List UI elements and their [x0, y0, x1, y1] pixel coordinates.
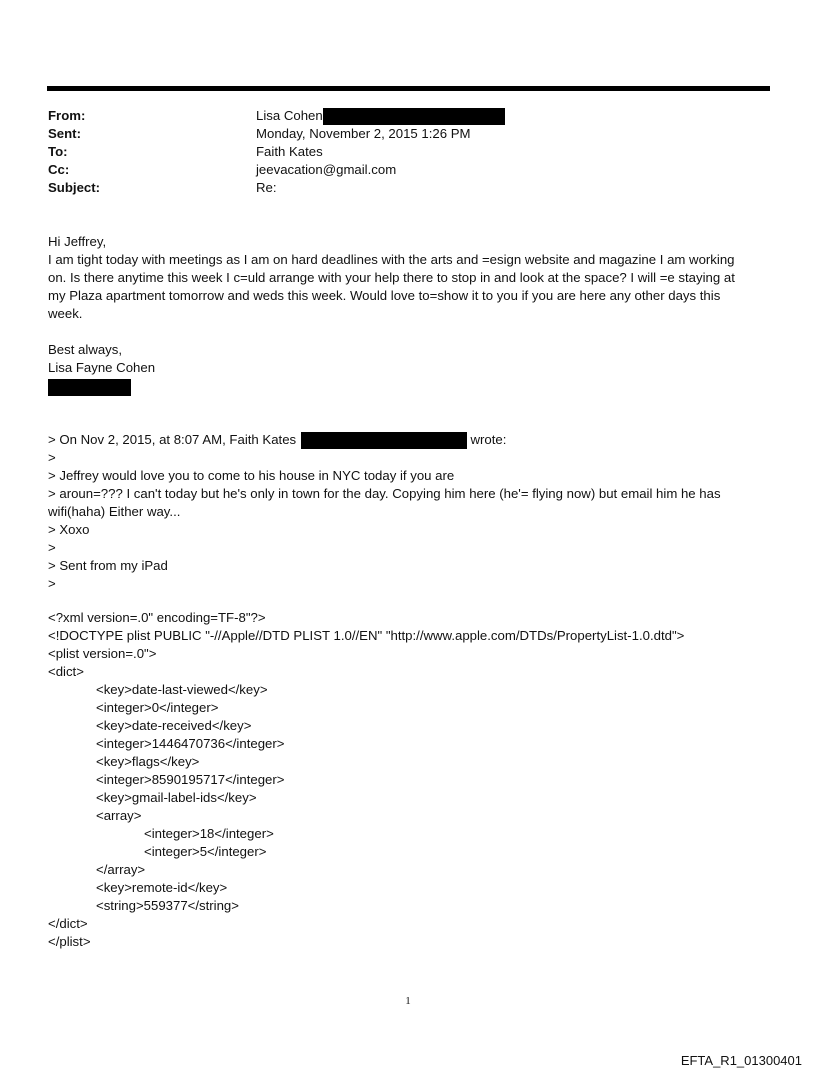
- quoted-line: >: [48, 576, 56, 592]
- to-value: Faith Kates: [256, 144, 323, 159]
- plist-block: [48, 609, 684, 951]
- plist-line: <key>date-received</key>: [96, 718, 252, 733]
- cc-value: jeevacation@gmail.com: [256, 162, 397, 177]
- plist-line: <array>: [96, 808, 142, 823]
- sent-value: Monday, November 2, 2015 1:26 PM: [256, 126, 471, 141]
- plist-line: <key>gmail-label-ids</key>: [96, 790, 257, 805]
- plist-line: <integer>8590195717</integer>: [96, 772, 285, 787]
- plist-line: <key>remote-id</key>: [96, 880, 228, 895]
- plist-line: <integer>1446470736</integer>: [96, 736, 285, 751]
- plist-line: <integer>5</integer>: [144, 844, 267, 859]
- body-line: on. Is there anytime this week I c=uld arrange with your help there to stop in and look at the space? I will =e staying at: [48, 270, 735, 285]
- from-label: From:: [48, 108, 86, 123]
- quoted-line: > Xoxo: [48, 522, 90, 538]
- quoted-message: [48, 431, 758, 593]
- body-line: my Plaza apartment tomorrow and weds this week. Would love to=show it to you if you are here any other days this: [48, 288, 721, 303]
- plist-line: </plist>: [48, 934, 91, 949]
- redaction-block: [48, 379, 131, 396]
- plist-line: <integer>0</integer>: [96, 700, 219, 715]
- plist-line: <integer>18</integer>: [144, 826, 274, 841]
- quoted-intro: [48, 431, 758, 449]
- redaction-block: [301, 432, 467, 449]
- to-label: To:: [48, 144, 68, 159]
- plist-line: <string>559377</string>: [96, 898, 239, 913]
- quoted-line: wifi(haha) Either way...: [48, 504, 181, 520]
- signature-redaction-row: [48, 377, 758, 396]
- quoted-line: > Sent from my iPad: [48, 558, 168, 574]
- plist-line: <dict>: [48, 664, 84, 679]
- message-body: [48, 233, 758, 396]
- plist-line: <!DOCTYPE plist PUBLIC "-//Apple//DTD PLIST 1.0//EN" "http://www.apple.com/DTDs/PropertyList-1.0.dtd">: [48, 628, 685, 643]
- plist-line: </array>: [96, 862, 146, 877]
- plist-line: <plist version=.0">: [48, 646, 157, 661]
- plist-line: <key>date-last-viewed</key>: [96, 682, 268, 697]
- subject-value: Re:: [256, 180, 277, 195]
- quoted-line: > aroun=??? I can't today but he's only in town for the day. Copying him here (he'= flying now) but email him he has: [48, 486, 721, 502]
- page-number: 1: [405, 995, 411, 1007]
- body-line: I am tight today with meetings as I am on hard deadlines with the arts and =esign website and magazine I am working: [48, 252, 735, 267]
- from-value-row: [256, 107, 505, 125]
- signature: Lisa Fayne Cohen: [48, 360, 156, 375]
- quoted-intro-text: > On Nov 2, 2015, at 8:07 AM, Faith Kates: [48, 432, 297, 447]
- plist-dict: [48, 681, 684, 915]
- from-value: Lisa Cohen: [256, 108, 323, 123]
- plist-line: <key>flags</key>: [96, 754, 200, 769]
- sent-label: Sent:: [48, 126, 81, 141]
- quoted-intro-wrote: wrote:: [470, 432, 507, 447]
- quoted-line: >: [48, 450, 56, 466]
- plist-line: <?xml version=.0" encoding=TF-8"?>: [48, 610, 266, 625]
- quoted-line: > Jeffrey would love you to come to his house in NYC today if you are: [48, 468, 455, 484]
- quoted-line: >: [48, 540, 56, 556]
- redaction-block: [323, 108, 505, 125]
- greeting: Hi Jeffrey,: [48, 234, 107, 249]
- plist-line: </dict>: [48, 916, 88, 931]
- cc-label: Cc:: [48, 162, 70, 177]
- plist-array: [96, 825, 684, 861]
- document-id: EFTA_R1_01300401: [680, 1053, 802, 1068]
- closing: Best always,: [48, 342, 123, 357]
- subject-label: Subject:: [48, 180, 101, 195]
- body-line: week.: [48, 306, 83, 321]
- header-rule: [47, 86, 770, 91]
